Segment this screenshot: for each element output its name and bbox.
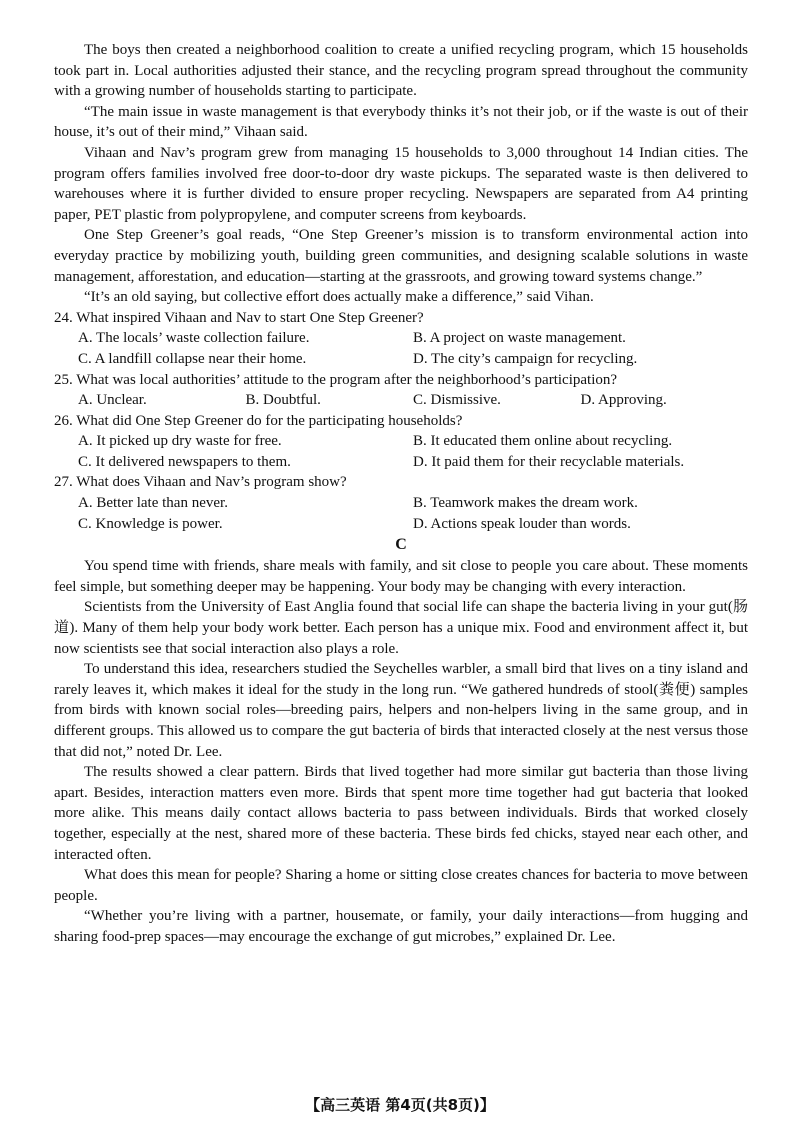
section-label: C	[395, 536, 407, 554]
question-27-stem: 27. What does Vihaan and Nav’s program show?	[54, 474, 347, 491]
question-26-options	[54, 431, 748, 472]
option-a: A. The locals’ waste collection failure.	[78, 330, 310, 347]
option-d: D. The city’s campaign for recycling.	[413, 350, 638, 367]
question-27-options	[54, 493, 748, 534]
paragraph: Vihaan and Nav’s program grew from managing 15 households to 3,000 throughout 14 Indian cities. The program offers families involved free door-to-door dry waste pickups. The separated waste is then delivered to warehouses where it is further divided to ensure proper recycling. Newspapers are separated from A4 printing paper, PET plastic from polypropylene, and computer screens from keyboards.	[54, 144, 748, 223]
paragraph: “The main issue in waste management is that everybody thinks it’s not their job, or if the waste is out of their house, it’s out of their mind,” Vihaan said.	[54, 103, 748, 141]
paragraph: Scientists from the University of East Anglia found that social life can shape the bacteria living in your gut(肠道). Many of them help your body work better. Each person has a unique mix. Food and environment affect it, but now scientists see that social interaction also plays a role.	[54, 599, 748, 657]
paragraph: You spend time with friends, share meals with family, and sit close to people you care about. These moments feel simple, but something deeper may be happening. Your body may be changing with every interaction.	[54, 558, 748, 595]
paragraph: To understand this idea, researchers studied the Seychelles warbler, a small bird that lives on a tiny island and rarely leaves it, which makes it ideal for the study in the long run. “We gathered hundreds of stool(粪便) samples from birds with known social roles—breeding pairs, helpers and non-helpers living in the same group, and in different groups. This allowed us to compare the gut bacteria of birds that interacted closely at the nest versus those that did not,” noted Dr. Lee.	[54, 661, 748, 760]
option-b: B. A project on waste management.	[413, 330, 626, 347]
option-d: D. Actions speak louder than words.	[413, 515, 631, 532]
option-b: B. It educated them online about recycling.	[413, 433, 673, 450]
paragraph: The results showed a clear pattern. Birds that lived together had more similar gut bacteria than those living apart. Besides, interaction matters even more. Birds that spent more time together had gut bacteria that looked more alike. This means daily contact allows bacteria to pass between individuals. Birds that worked closely together, especially at the nest, shared more of these bacteria. These birds fed chicks, stayed near each other, and interacted often.	[54, 764, 748, 863]
paragraph: “It’s an old saying, but collective effort does actually make a difference,” said Vihan.	[84, 289, 594, 306]
paragraph: What does this mean for people? Sharing a home or sitting close creates chances for bacteria to move between people.	[54, 867, 748, 904]
paragraph: The boys then created a neighborhood coalition to create a unified recycling program, which 15 households took part in. Local authorities adjusted their stance, and the recycling program spread throughout the community with a growing number of households starting to participate.	[54, 42, 748, 100]
question-24-options	[54, 328, 748, 369]
option-a: A. Better late than never.	[78, 495, 228, 512]
question-24-stem: 24. What inspired Vihaan and Nav to start One Step Greener?	[54, 309, 424, 326]
option-c: C. Knowledge is power.	[78, 515, 223, 532]
option-d: D. It paid them for their recyclable materials.	[413, 453, 685, 470]
option-a: A. It picked up dry waste for free.	[78, 433, 282, 450]
option-d: D. Approving.	[580, 392, 667, 409]
page-footer: 【高三英语 第4页(共8页)】	[305, 1096, 495, 1114]
exam-page	[54, 40, 748, 948]
question-25-stem: 25. What was local authorities’ attitude to the program after the neighborhood’s participation?	[54, 371, 618, 388]
option-a: A. Unclear.	[78, 392, 147, 409]
question-25-options	[54, 390, 748, 411]
question-26-stem: 26. What did One Step Greener do for the participating households?	[54, 412, 463, 429]
paragraph: “Whether you’re living with a partner, housemate, or family, your daily interactions—from hugging and sharing food-prep spaces—may encourage the exchange of gut microbes,” explained Dr. Lee.	[54, 908, 748, 945]
option-b: B. Teamwork makes the dream work.	[413, 495, 638, 512]
option-b: B. Doubtful.	[245, 392, 321, 409]
option-c: C. Dismissive.	[413, 392, 501, 409]
option-c: C. It delivered newspapers to them.	[78, 453, 291, 470]
option-c: C. A landfill collapse near their home.	[78, 350, 307, 367]
paragraph: One Step Greener’s goal reads, “One Step Greener’s mission is to transform environmental action into everyday practice by mobilizing youth, building green communities, and designing scalable solutions in waste management, afforestation, and education—starting at the grassroots, and growing toward systems change.”	[54, 227, 748, 285]
